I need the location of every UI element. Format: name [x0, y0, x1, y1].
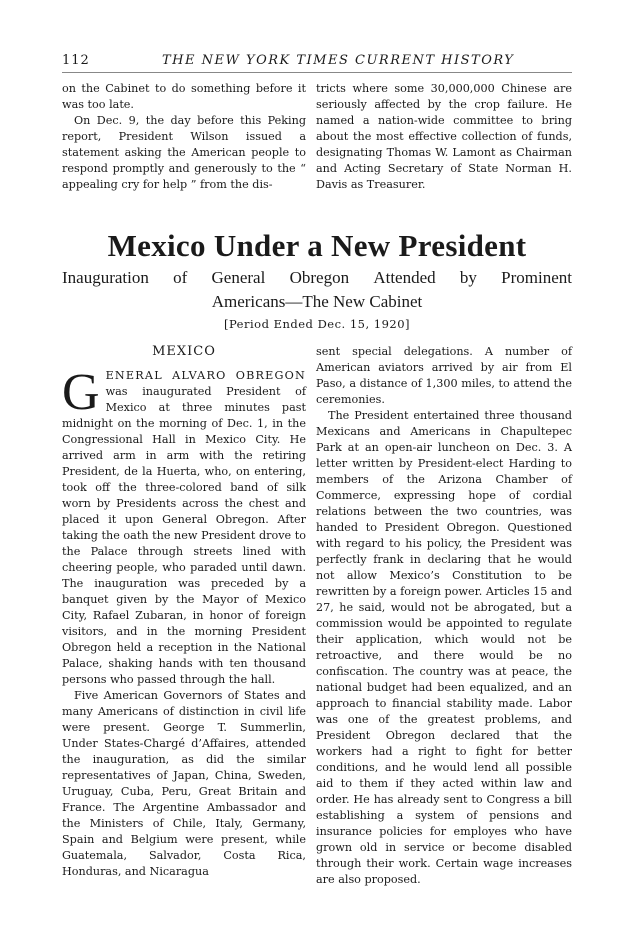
paragraph: sent special delegations. A number of American aviators arrived by air from El Paso, a distance of 1,300 miles, to attend the ceremonies. — [316, 345, 572, 406]
subtitle-word: General — [211, 268, 266, 287]
bottom-left-column — [62, 344, 306, 880]
lead-caps: ENERAL ALVARO OBREGON — [105, 369, 306, 382]
subtitle-line-1 — [62, 266, 572, 290]
paragraph: on the Cabinet to do something before it was too late. — [62, 82, 306, 111]
page-header — [62, 50, 572, 73]
top-right-column — [316, 81, 572, 193]
paragraph: On Dec. 9, the day before this Peking report, President Wilson issued a statement asking the American people to respond promptly and generously to the “ appealing cry for help ” from the dis- — [62, 114, 306, 191]
subtitle-word: of — [173, 268, 188, 287]
subtitle-word: Prominent — [501, 268, 572, 287]
paragraph: Five American Governors of States and many Americans of distinction in civil life were present. George T. Summerlin, Under States-Chargé d’Affaires, attended the inauguration, as did the similar representatives of Japan, China, Sweden, Uruguay, Cuba, Peru, Great Britain and France. The Argentine Ambassador and the Ministers of Chile, Italy, Germany, Spain and Belgium were present, while Guatemala, Salvador, Costa Rica, Honduras, and Nicaragua — [62, 689, 306, 878]
top-left-column — [62, 81, 306, 193]
subtitle-word: Inauguration — [62, 268, 149, 287]
subtitle-line-2: Americans—The New Cabinet — [211, 292, 423, 311]
section-heading: MEXICO — [152, 344, 216, 359]
article-title: Mexico Under a New President — [107, 228, 527, 263]
lead-text: was inaugurated President of Mexico at three minutes past midnight on the morning of Dec. 1, in the Congressional Hall in Mexico City. He arrived arm in arm with the retiring President, de la Huerta, who, on entering, took off the three-colored band of silk worn by Presidents across the chest and placed it upon General Obregon. After taking the oath the new President drove to the Palace through streets lined with cheering people, who paraded until dawn. The inauguration was preceded by a banquet given by the Mayor of Mexico City, Rafael Zubaran, in honor of foreign visitors, and in the morning President Obregon held a reception in the National Palace, shaking hands with ten thousand persons who passed through the hall. — [62, 385, 306, 686]
subtitle-word: Attended — [373, 268, 436, 287]
subtitle-word: by — [459, 268, 477, 287]
lead-paragraph — [62, 364, 306, 688]
page-number: 112 — [62, 53, 90, 68]
subtitle-word: Obregon — [289, 268, 350, 287]
drop-cap: G — [62, 364, 100, 421]
paragraph: The President entertained three thousand Mexicans and Americans in Chapultepec Park at an open-air luncheon on Dec. 3. A letter written by President-elect Harding to members of the Arizona Chamber of Commerce, expressing hope of cordial relations between the two countries, was handed to President Obregon. Questioned with regard to his policy, the President was perfectly frank in declaring that he would not allow Mexico’s Constitution to be rewritten by a foreign power. Articles 15 and 27, he said, would not be abrogated, but a commission would be appointed to regulate their application, which would not be retroactive, and there would be no confiscation. The country was at peace, the national budget had been equalized, and an approach to financial stability made. Labor was one of the greatest problems, and President Obregon declared that the workers had a right to fight for better conditions, and he would lend all possible aid to them if they acted within law and order. He has already sent to Congress a bill establishing a system of pensions and insurance policies for employes who have grown old in service or become disabled through their work. Certain wage increases are also proposed. — [316, 409, 572, 886]
bottom-right-column — [316, 344, 572, 888]
period-note: [Period Ended Dec. 15, 1920] — [223, 317, 411, 331]
paragraph: tricts where some 30,000,000 Chinese are seriously affected by the crop failure. He named a nation-wide committee to bring about the most effective collection of funds, designating Thomas W. Lamont as Chairman and Acting Secretary of State Norman H. Davis as Treasurer. — [316, 82, 572, 191]
running-title: THE NEW YORK TIMES CURRENT HISTORY — [162, 53, 515, 68]
article-subtitle — [62, 266, 572, 314]
